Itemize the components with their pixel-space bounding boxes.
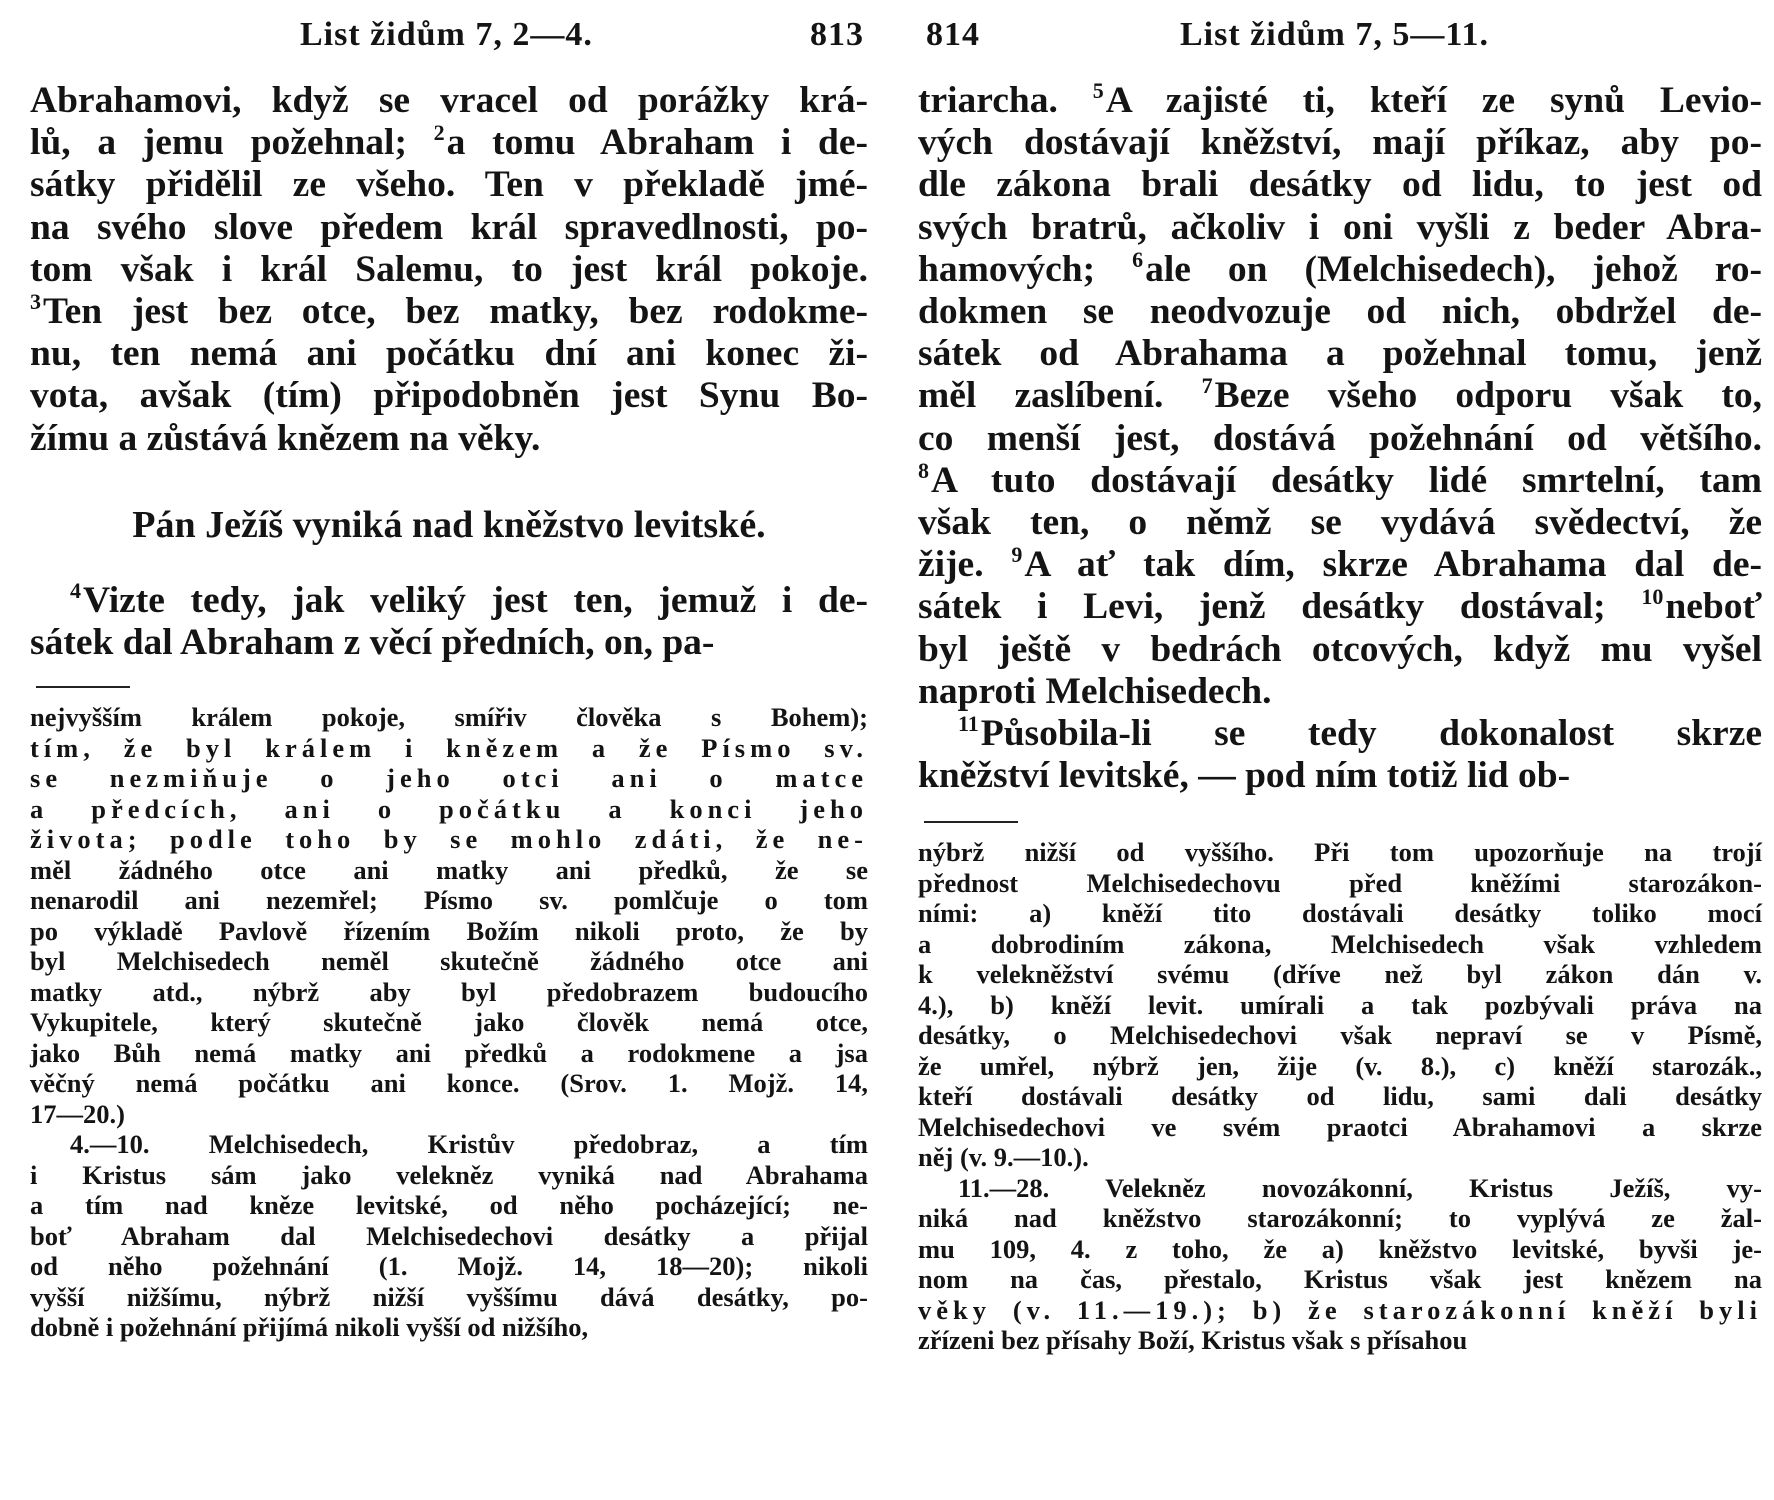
line-text: se nezmiňuje o jeho otci ani o matce xyxy=(30,763,868,794)
line-text: A zajisté ti, kteří ze synů Levio- xyxy=(1105,80,1762,121)
text-line xyxy=(30,333,868,375)
line-text: Působila-li se tedy dokonalost skrze xyxy=(980,713,1762,755)
line-text: života; podle toho by se mohlo zdáti, že ne- xyxy=(30,824,868,855)
line-text: Ten jest bez otce, bez matky, bez rodokme- xyxy=(43,291,868,333)
text-line xyxy=(30,622,868,664)
line-text: i Kristus sám jako velekněz vyniká nad Abrahama xyxy=(30,1159,868,1190)
line-text: ními: a) kněží tito dostávali desátky toliko mocí xyxy=(918,898,1762,929)
line-text: sátek i Levi, jenž desátky dostával; xyxy=(918,586,1642,628)
verse-number: 4 xyxy=(70,577,81,603)
line-text: nu, ten nemá ani počátku dní ani konec ži- xyxy=(30,333,868,375)
line-text: kteří dostávali desátky od lidu, sami dali desátky xyxy=(918,1081,1762,1112)
text-line xyxy=(30,291,868,333)
text-line xyxy=(30,1007,868,1038)
text-line xyxy=(918,713,1762,755)
line-text: a tomu Abraham i de- xyxy=(446,122,869,164)
text-line xyxy=(30,375,868,417)
line-text: na svého slove předem král spravedlnosti, po- xyxy=(30,206,868,248)
text-line xyxy=(918,586,1762,628)
verse-number: 11 xyxy=(958,711,979,737)
line-text: něj (v. 9.—10.). xyxy=(918,1142,1089,1173)
text-line xyxy=(918,207,1762,249)
line-text: 17—20.) xyxy=(30,1098,125,1129)
footnote-separator xyxy=(36,686,130,688)
line-text: A ať tak dím, skrze Abrahama dal de- xyxy=(1024,544,1762,586)
text-line xyxy=(30,885,868,916)
text-line xyxy=(918,671,1762,713)
text-line xyxy=(30,1282,868,1313)
line-text: 4.), b) kněží levit. umírali a tak pozbývali práva na xyxy=(918,989,1762,1020)
text-line xyxy=(918,1234,1762,1265)
line-text: sátek od Abrahama a požehnal tomu, jenž xyxy=(918,333,1762,375)
line-text: byl ještě v bedrách otcových, když mu vyšel xyxy=(918,628,1762,670)
text-line xyxy=(30,1068,868,1099)
text-line xyxy=(30,1251,868,1282)
text-line xyxy=(30,794,868,825)
running-title: List židům 7, 5—11. xyxy=(1180,16,1489,53)
line-text: žímu a zůstává knězem na věky. xyxy=(30,417,541,459)
text-line xyxy=(30,1160,868,1191)
text-line xyxy=(918,1203,1762,1234)
text-line xyxy=(918,1081,1762,1112)
line-text: hamových; xyxy=(918,248,1133,290)
line-text: však ten, o němž se vydává svědectví, že xyxy=(918,502,1762,544)
text-line xyxy=(918,1142,1762,1173)
line-text: co menší jest, dostává požehnání od většího. xyxy=(918,417,1762,459)
line-text: vyšší nižšímu, nýbrž nižší vyššímu dává desátky, po- xyxy=(30,1281,868,1312)
line-text: měl zaslíbení. xyxy=(918,375,1202,417)
text-line xyxy=(918,502,1762,544)
line-text: Melchisedechovi ve svém praotci Abrahamovi a skrze xyxy=(918,1111,1762,1142)
text-line xyxy=(918,629,1762,671)
text-line xyxy=(30,824,868,855)
text-line xyxy=(918,291,1762,333)
text-line xyxy=(918,1264,1762,1295)
text-line xyxy=(918,1112,1762,1143)
text-line xyxy=(30,207,868,249)
verse-number: 2 xyxy=(433,120,445,146)
text-line xyxy=(918,990,1762,1021)
verse-4-text xyxy=(30,577,868,664)
line-text: k velekněžství svému (dříve než byl zákon dán v. xyxy=(918,959,1762,990)
line-text: nenarodil ani nezemřel; Písmo sv. pomlčuje o tom xyxy=(30,885,868,916)
right-page-header xyxy=(918,0,1762,56)
left-page xyxy=(30,0,868,1500)
text-line xyxy=(918,375,1762,417)
text-line xyxy=(30,763,868,794)
commentary-notes xyxy=(30,702,868,1343)
main-text xyxy=(918,80,1762,713)
verse-11-text xyxy=(918,713,1762,797)
line-text: boť Abraham dal Melchisedechovi desátky a přijal xyxy=(30,1220,868,1251)
left-page-header xyxy=(30,0,868,56)
text-line xyxy=(918,929,1762,960)
text-line xyxy=(30,80,868,122)
commentary-notes xyxy=(918,837,1762,1356)
right-page xyxy=(918,0,1762,1500)
line-text: nom na čas, přestalo, Kristus však jest knězem na xyxy=(918,1264,1762,1295)
text-line xyxy=(918,959,1762,990)
line-text: 4.—10. Melchisedech, Kristův předobraz, a tím xyxy=(70,1129,868,1160)
text-line xyxy=(918,1051,1762,1082)
line-text: tom však i král Salemu, to jest král pokoje. xyxy=(30,248,868,290)
text-line xyxy=(918,246,1762,291)
text-line xyxy=(30,418,868,460)
text-line xyxy=(918,868,1762,899)
line-text: A tuto dostávají desátky lidé smrtelní, tam xyxy=(931,459,1762,501)
line-text: neboť xyxy=(1665,586,1762,628)
line-text: a předcích, ani o počátku a konci jeho xyxy=(30,793,868,824)
footnote-separator xyxy=(924,821,1018,823)
line-text: a dobrodiním zákona, Melchisedech však vzhledem xyxy=(918,928,1762,959)
text-line xyxy=(918,333,1762,375)
text-line xyxy=(30,1190,868,1221)
verse-number: 5 xyxy=(1092,78,1104,103)
line-text: nýbrž nižší od vyššího. Při tom upozorňuje na trojí xyxy=(918,837,1762,868)
text-line xyxy=(918,164,1762,206)
line-text: Vizte tedy, jak veliký jest ten, jemuž i de- xyxy=(83,579,868,621)
text-line xyxy=(30,1129,868,1160)
text-line xyxy=(30,122,868,164)
line-text: Beze všeho odporu však to, xyxy=(1214,375,1762,417)
line-text: naproti Melchisedech. xyxy=(918,670,1272,712)
verse-number: 9 xyxy=(1011,542,1023,568)
text-line xyxy=(918,755,1762,797)
line-text: byl Melchisedech neměl skutečně žádného otce ani xyxy=(30,946,868,977)
line-text: přednost Melchisedechovu před kněžími starozákon- xyxy=(918,867,1762,898)
line-text: mu 109, 4. z toho, že a) kněžstvo levitské, byvši je- xyxy=(918,1233,1762,1264)
text-line xyxy=(30,1312,868,1343)
text-line xyxy=(30,577,868,622)
page-number: 813 xyxy=(810,16,864,53)
page-number: 814 xyxy=(926,16,980,53)
line-text: dobně i požehnání přijímá nikoli vyšší od nižšího, xyxy=(30,1312,589,1343)
text-line xyxy=(918,1295,1762,1326)
verse-number: 3 xyxy=(30,289,41,315)
line-text: po výkladě Pavlově řízením Božím nikoli proto, že by xyxy=(30,915,868,946)
text-line xyxy=(30,164,868,206)
verse-number: 6 xyxy=(1132,246,1144,272)
line-text: vota, avšak (tím) připodobněn jest Synu Bo- xyxy=(30,375,868,417)
text-line xyxy=(30,855,868,886)
line-text: že umřel, nýbrž jen, žije (v. 8.), c) kněží starozák., xyxy=(918,1050,1762,1081)
text-line xyxy=(918,80,1762,122)
section-heading: Pán Ježíš vyniká nad kněžstvo levitské. xyxy=(132,503,766,546)
line-text: triarcha. xyxy=(918,80,1093,121)
line-text: matky atd., nýbrž aby byl předobrazem budoucího xyxy=(30,976,868,1007)
line-text: od něho požehnání (1. Mojž. 14, 18—20); nikoli xyxy=(30,1251,868,1282)
text-line xyxy=(30,977,868,1008)
verse-number: 7 xyxy=(1201,373,1213,399)
text-line xyxy=(918,1325,1762,1356)
line-text: Abrahamovi, když se vracel od porážky krá- xyxy=(30,80,868,121)
line-text: dle zákona brali desátky od lidu, to jest od xyxy=(918,164,1762,206)
text-line xyxy=(30,733,868,764)
line-text: zřízeni bez přísahy Boží, Kristus však s přísahou xyxy=(918,1325,1468,1356)
line-text: desátky, o Melchisedechovi však nepraví se v Písmě, xyxy=(918,1020,1762,1051)
line-text: sátek dal Abraham z věcí předních, on, pa- xyxy=(30,622,715,664)
text-line xyxy=(918,1173,1762,1204)
line-text: sátky přidělil ze všeho. Ten v překladě jmé- xyxy=(30,164,868,206)
line-text: tím, že byl králem i knězem a že Písmo sv. xyxy=(30,732,868,763)
line-text: vých dostávají kněžství, mají příkaz, aby po- xyxy=(918,122,1762,164)
verse-number: 10 xyxy=(1641,584,1664,610)
line-text: kněžství levitské, — pod ním totiž lid ob- xyxy=(918,755,1571,797)
line-text: jako Bůh nemá matky ani předků a rodokmene a jsa xyxy=(30,1037,868,1068)
text-line xyxy=(30,1099,868,1130)
text-line xyxy=(918,898,1762,929)
line-text: nejvyšším králem pokoje, smířiv člověka s Bohem); xyxy=(30,702,868,733)
verse-number: 8 xyxy=(918,457,929,483)
line-text: ale on (Melchisedech), jehož ro- xyxy=(1145,248,1762,290)
text-line xyxy=(918,837,1762,868)
line-text: měl žádného otce ani matky ani předků, že se xyxy=(30,854,868,885)
running-title: List židům 7, 2—4. xyxy=(300,16,593,53)
text-line xyxy=(30,1038,868,1069)
line-text: věky (v. 11.—19.); b) že starozákonní kněží byli xyxy=(918,1294,1762,1325)
text-line xyxy=(30,249,868,291)
line-text: svých bratrů, ačkoliv i oni vyšli z beder Abra- xyxy=(918,206,1762,248)
text-line xyxy=(918,457,1762,502)
main-text xyxy=(30,80,868,460)
text-line xyxy=(30,946,868,977)
text-line xyxy=(918,1020,1762,1051)
line-text: věčný nemá počátku ani konce. (Srov. 1. Mojž. 14, xyxy=(30,1068,868,1099)
text-line xyxy=(918,122,1762,164)
text-line xyxy=(30,1221,868,1252)
line-text: žije. xyxy=(918,544,1012,586)
line-text: 11.—28. Velekněz novozákonní, Kristus Ježíš, vy- xyxy=(958,1172,1762,1203)
line-text: niká nad kněžstvo starozákonní; to vyplývá ze žal- xyxy=(918,1203,1762,1234)
text-line xyxy=(30,702,868,733)
line-text: lů, a jemu požehnal; xyxy=(30,122,434,164)
text-line xyxy=(918,544,1762,586)
line-text: Vykupitele, který skutečně jako člověk nemá otce, xyxy=(30,1007,868,1038)
text-line xyxy=(918,418,1762,460)
line-text: dokmen se neodvozuje od nich, obdržel de- xyxy=(918,291,1762,333)
text-line xyxy=(30,916,868,947)
line-text: a tím nad kněze levitské, od něho pocházející; ne- xyxy=(30,1190,868,1221)
